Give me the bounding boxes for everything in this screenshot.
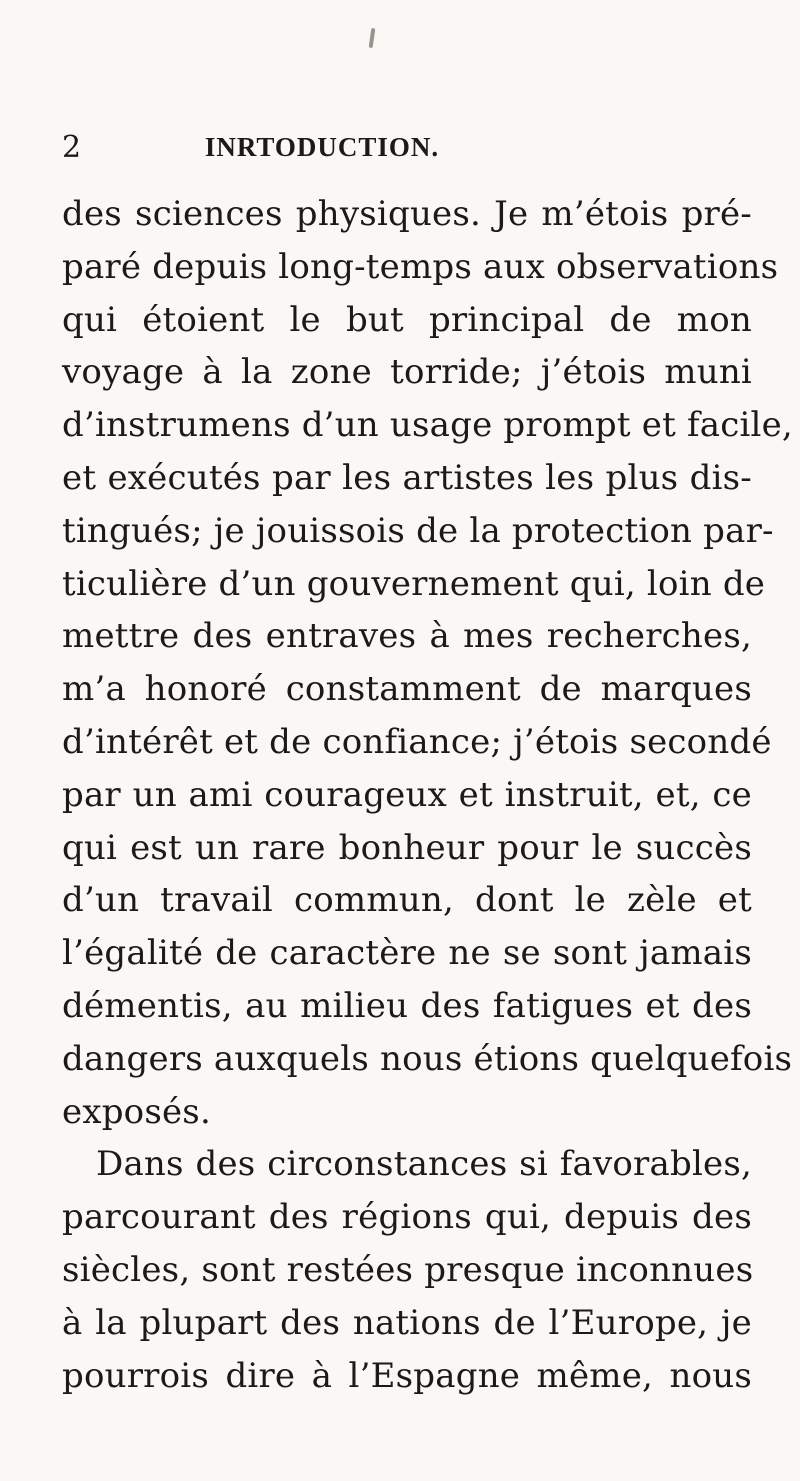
text-line: tingués; je jouissois de la protection par-	[62, 510, 774, 551]
text-line: ticulière d’un gouvernement qui, loin de	[62, 563, 766, 604]
text-line: d’intérêt et de confiance; j’étois secondé	[62, 721, 772, 762]
text-line: voyage à la zone torride; j’étois muni	[62, 352, 752, 393]
running-head: INRTODUCTION.	[204, 132, 440, 162]
text-line: qui est un rare bonheur pour le succès	[62, 827, 752, 868]
text-line: d’instrumens d’un usage prompt et facile,	[62, 405, 793, 446]
page-number: 2	[62, 130, 82, 165]
text-line: exposés.	[62, 1091, 211, 1132]
text-line: paré depuis long-temps aux observations	[62, 246, 779, 287]
text-line: m’a honoré constamment de marques	[62, 669, 752, 710]
ink-mark	[369, 28, 376, 48]
body-text	[62, 188, 793, 1402]
page-header	[62, 130, 542, 170]
text-line: des sciences physiques. Je m’étois pré-	[62, 194, 752, 234]
text-line: mettre des entraves à mes recherches,	[62, 616, 752, 657]
text-line: par un ami courageux et instruit, et, ce	[62, 774, 752, 815]
text-line: démentis, au milieu des fatigues et des	[62, 985, 752, 1026]
text-line: et exécutés par les artistes les plus dis-	[62, 457, 752, 498]
text-line: à la plupart des nations de l’Europe, je	[62, 1302, 752, 1343]
text-line: qui étoient le but principal de mon	[62, 299, 752, 340]
text-line: l’égalité de caractère ne se sont jamais	[62, 933, 752, 974]
text-line: pourrois dire à l’Espagne même, nous	[62, 1355, 752, 1396]
text-line: dangers auxquels nous étions quelquefois	[62, 1038, 793, 1079]
text-line: parcourant des régions qui, depuis des	[62, 1197, 752, 1238]
text-line: Dans des circonstances si favorables,	[96, 1144, 752, 1185]
text-line: d’un travail commun, dont le zèle et	[62, 880, 752, 921]
text-line: siècles, sont restées presque inconnues	[62, 1249, 754, 1290]
